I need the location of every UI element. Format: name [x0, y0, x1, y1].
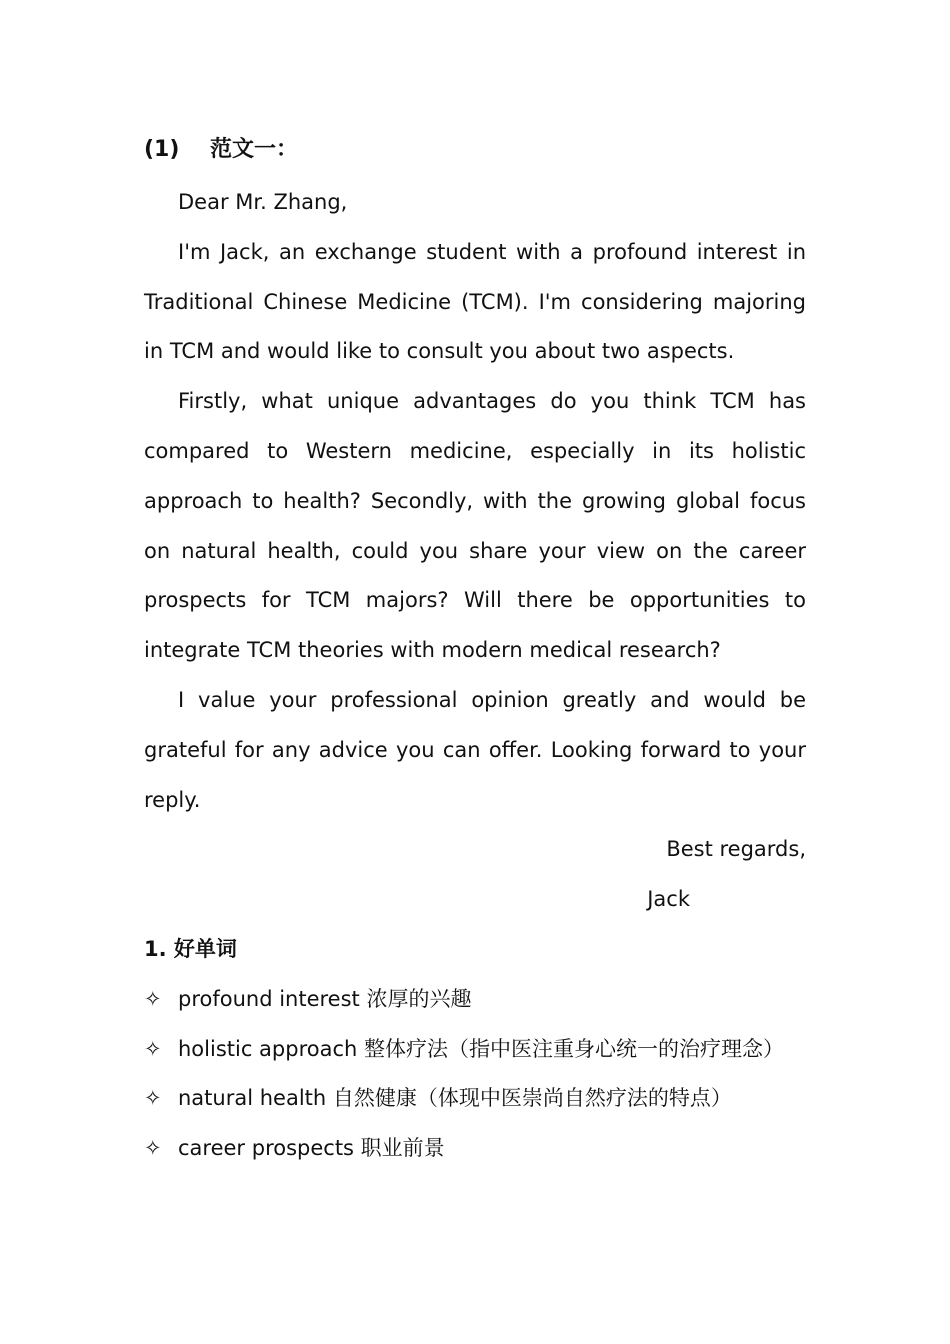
letter-paragraph-3: I value your professional opinion greatly and would be grateful for any advice you can offer. Looking forward to your reply.: [144, 687, 806, 812]
heading-number: (1): [144, 137, 180, 162]
vocabulary-item: [144, 975, 806, 1025]
vocabulary-list: [144, 975, 806, 1174]
section-heading: [144, 128, 806, 172]
letter-salutation: Dear Mr. Zhang,: [178, 190, 348, 214]
letter-paragraph-1: I'm Jack, an exchange student with a profound interest in Traditional Chinese Medicine (TCM). I'm considering majoring in TCM and would like to consult you about two aspects.: [144, 239, 806, 364]
vocabulary-item-text: career prospects 职业前景: [178, 1136, 445, 1161]
vocabulary-item: [144, 1124, 806, 1174]
vocabulary-title: 1. 好单词: [144, 936, 237, 961]
letter-signature: Jack: [647, 887, 690, 912]
sparkle-bullet-icon: ✧: [144, 1136, 162, 1161]
vocabulary-item-text: holistic approach 整体疗法（指中医注重身心统一的治疗理念）: [178, 1036, 785, 1061]
vocabulary-item: [144, 1025, 806, 1075]
sparkle-bullet-icon: ✧: [144, 1036, 162, 1061]
letter-paragraph-2: Firstly, what unique advantages do you think TCM has compared to Western medicine, especially in its holistic approach to health? Secondly, with the growing global focus on natural health, could you share your view on the career prospects for TCM majors? Will there be opportunities to integrate TCM theories with modern medical research?: [144, 389, 806, 663]
sparkle-bullet-icon: ✧: [144, 986, 162, 1011]
vocabulary-item-text: natural health 自然健康（体现中医崇尚自然疗法的特点）: [178, 1086, 732, 1111]
letter-closing: Best regards,: [666, 837, 806, 862]
vocabulary-item: [144, 1074, 806, 1124]
document-page: [144, 128, 806, 1174]
vocabulary-item-text: profound interest 浓厚的兴趣: [178, 986, 472, 1011]
heading-title: 范文一：: [210, 137, 299, 162]
sparkle-bullet-icon: ✧: [144, 1086, 162, 1111]
